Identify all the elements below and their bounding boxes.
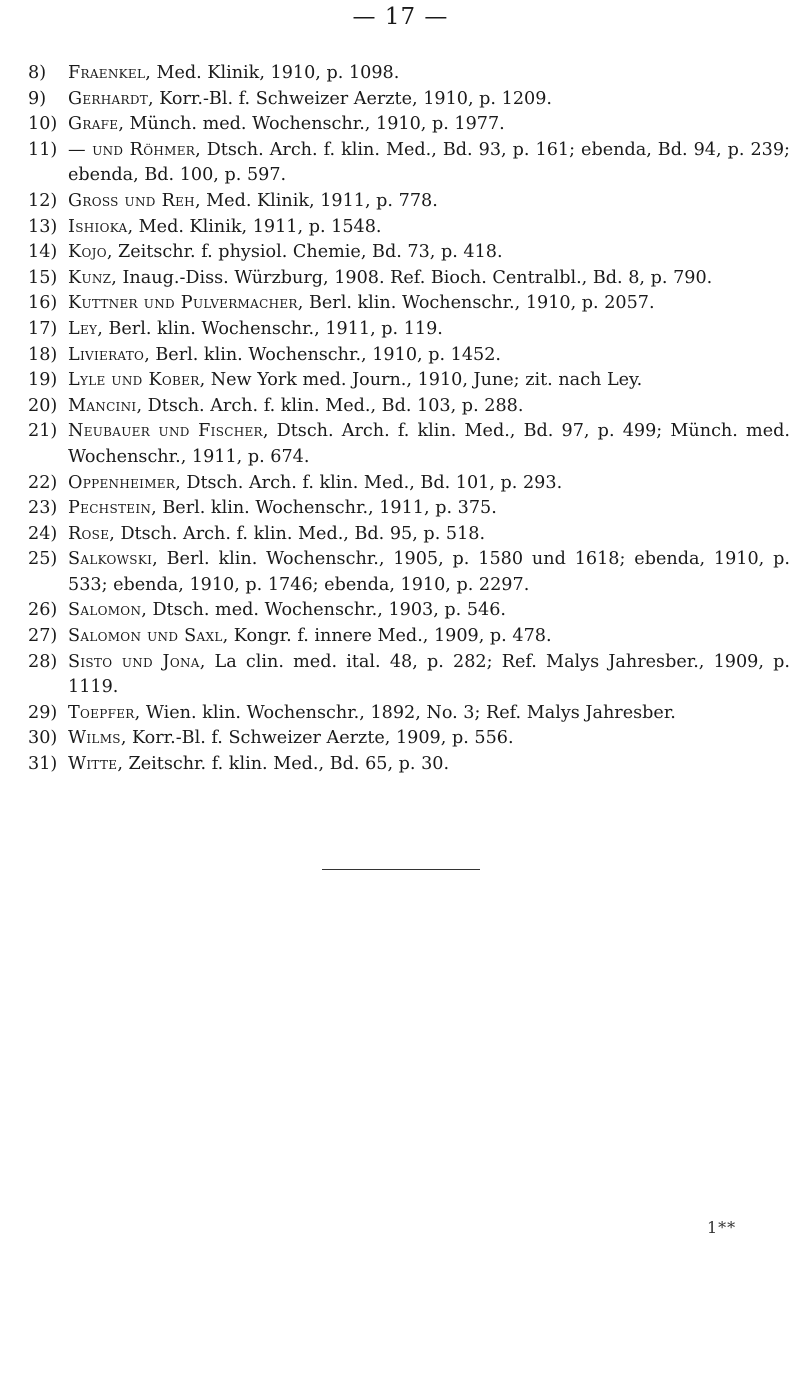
reference-author: Fraenkel	[68, 63, 146, 83]
printer-signature-mark: 1**	[707, 1218, 737, 1237]
reference-number: 21)	[28, 421, 58, 442]
reference-author: Oppenheimer	[68, 472, 176, 493]
reference-author: Kojo	[68, 242, 107, 263]
reference-number: 18)	[28, 344, 58, 365]
reference-citation: , Zeitschr. f. physiol. Chemie, Bd. 73, p. 418.	[106, 242, 503, 263]
reference-citation: , Med. Klinik, 1911, p. 778.	[194, 190, 438, 211]
reference-author: Grafe	[68, 114, 119, 135]
reference-author: Sisto und Jona	[68, 651, 200, 672]
reference-author: Mancini	[68, 395, 137, 416]
reference-citation: , Münch. med. Wochenschr., 1910, p. 1977.	[118, 114, 505, 135]
reference-author: Lyle und Kober	[68, 370, 200, 391]
reference-item	[28, 650, 790, 701]
reference-citation: , Dtsch. Arch. f. klin. Med., Bd. 103, p. 288.	[136, 395, 524, 416]
reference-citation: , Dtsch. Arch. f. klin. Med., Bd. 95, p. 518.	[109, 523, 486, 544]
reference-author: Neubauer und Fischer	[68, 421, 263, 442]
reference-citation: , Dtsch. Arch. f. klin. Med., Bd. 101, p. 293.	[175, 472, 563, 493]
reference-citation: , Zeitschr. f. klin. Med., Bd. 65, p. 30.	[117, 754, 450, 775]
reference-number: 28)	[28, 651, 58, 672]
reference-author: Gross und Reh	[68, 190, 195, 211]
reference-number: 10)	[28, 114, 58, 135]
reference-number: 31)	[28, 754, 58, 775]
reference-item	[28, 215, 790, 241]
reference-item	[28, 138, 790, 189]
reference-author: — und Röhmer	[68, 139, 196, 160]
reference-author: Salomon und Saxl	[68, 626, 223, 647]
reference-citation: , New York med. Journ., 1910, June; zit. nach Ley.	[199, 370, 643, 391]
reference-item	[28, 496, 790, 522]
reference-number: 26)	[28, 600, 58, 621]
reference-author: Wilms	[68, 728, 121, 749]
reference-author: Kuttner und Pulvermacher	[68, 293, 298, 314]
reference-item	[28, 701, 790, 727]
reference-item	[28, 522, 790, 548]
reference-number: 24)	[28, 523, 58, 544]
reference-citation: , Med. Klinik, 1911, p. 1548.	[127, 216, 382, 237]
reference-number: 19)	[28, 370, 58, 391]
reference-number: 12)	[28, 190, 58, 211]
reference-item	[28, 266, 790, 292]
reference-citation: , Berl. klin. Wochenschr., 1911, p. 119.	[97, 318, 443, 339]
reference-item	[28, 317, 790, 343]
reference-number: 11)	[28, 139, 58, 160]
reference-author: Salkowski	[68, 549, 153, 570]
reference-item	[28, 291, 790, 317]
reference-citation: , Berl. klin. Wochenschr., 1910, p. 2057.	[297, 293, 655, 314]
reference-number: 16)	[28, 293, 58, 314]
reference-author: Rose	[68, 523, 110, 544]
reference-author: Gerhardt	[68, 88, 149, 109]
reference-item	[28, 394, 790, 420]
reference-author: Ishioka	[68, 216, 128, 237]
reference-item	[28, 343, 790, 369]
section-divider	[322, 869, 480, 870]
reference-author: Kunz	[68, 267, 112, 288]
reference-citation: , Berl. klin. Wochenschr., 1911, p. 375.	[151, 498, 497, 519]
reference-number: 9)	[28, 88, 47, 109]
reference-item	[28, 752, 790, 778]
reference-number: 22)	[28, 472, 58, 493]
reference-number: 25)	[28, 549, 58, 570]
reference-item	[28, 726, 790, 752]
reference-item	[28, 240, 790, 266]
reference-citation: , Med. Klinik, 1910, p. 1098.	[145, 63, 400, 83]
reference-number: 27)	[28, 626, 58, 647]
reference-item	[28, 189, 790, 215]
reference-item	[28, 598, 790, 624]
reference-author: Livierato	[68, 344, 145, 365]
reference-number: 17)	[28, 318, 58, 339]
reference-number: 14)	[28, 242, 58, 263]
reference-citation: , Dtsch. med. Wochenschr., 1903, p. 546.	[141, 600, 507, 621]
reference-citation: , Inaug.-Diss. Würzburg, 1908. Ref. Bioch. Centralbl., Bd. 8, p. 790.	[111, 267, 713, 288]
reference-citation: , Wien. klin. Wochenschr., 1892, No. 3; Ref. Malys Jahresber.	[134, 702, 676, 723]
reference-author: Witte	[68, 754, 118, 775]
reference-author: Toepfer	[68, 702, 135, 723]
reference-number: 23)	[28, 498, 58, 519]
reference-number: 20)	[28, 395, 58, 416]
reference-item	[28, 112, 790, 138]
reference-number: 29)	[28, 702, 58, 723]
reference-item	[28, 61, 790, 87]
reference-number: 30)	[28, 728, 58, 749]
reference-item	[28, 419, 790, 470]
reference-author: Salomon	[68, 600, 142, 621]
reference-number: 8)	[28, 63, 47, 83]
reference-item	[28, 624, 790, 650]
reference-item	[28, 547, 790, 598]
reference-citation: , Korr.-Bl. f. Schweizer Aerzte, 1910, p. 1209.	[148, 88, 552, 109]
reference-number: 15)	[28, 267, 58, 288]
reference-citation: , Kongr. f. innere Med., 1909, p. 478.	[222, 626, 552, 647]
reference-author: Pechstein	[68, 498, 152, 519]
reference-citation: , Dtsch. Arch. f. klin. Med., Bd. 97, p. 499; Münch. med. Wochenschr., 1911, p. 674.	[68, 421, 790, 467]
reference-item	[28, 87, 790, 113]
reference-citation: , La clin. med. ital. 48, p. 282; Ref. Malys Jahresber., 1909, p. 1119.	[68, 651, 790, 698]
reference-author: Ley	[68, 318, 98, 339]
reference-citation: , Korr.-Bl. f. Schweizer Aerzte, 1909, p. 556.	[120, 728, 514, 749]
reference-citation: , Berl. klin. Wochenschr., 1905, p. 1580 und 1618; ebenda, 1910, p. 533; ebenda, 1910, p. 1746; ebenda, 1910, p. 2297.	[68, 549, 790, 595]
reference-citation: , Berl. klin. Wochenschr., 1910, p. 1452.	[144, 344, 502, 365]
reference-list	[28, 61, 790, 778]
reference-item	[28, 368, 790, 394]
reference-citation: , Dtsch. Arch. f. klin. Med., Bd. 93, p. 161; ebenda, Bd. 94, p. 239; ebenda, Bd. 100, p. 597.	[68, 139, 790, 186]
reference-number: 13)	[28, 216, 58, 237]
reference-item	[28, 471, 790, 497]
page-number: — 17 —	[352, 4, 449, 30]
